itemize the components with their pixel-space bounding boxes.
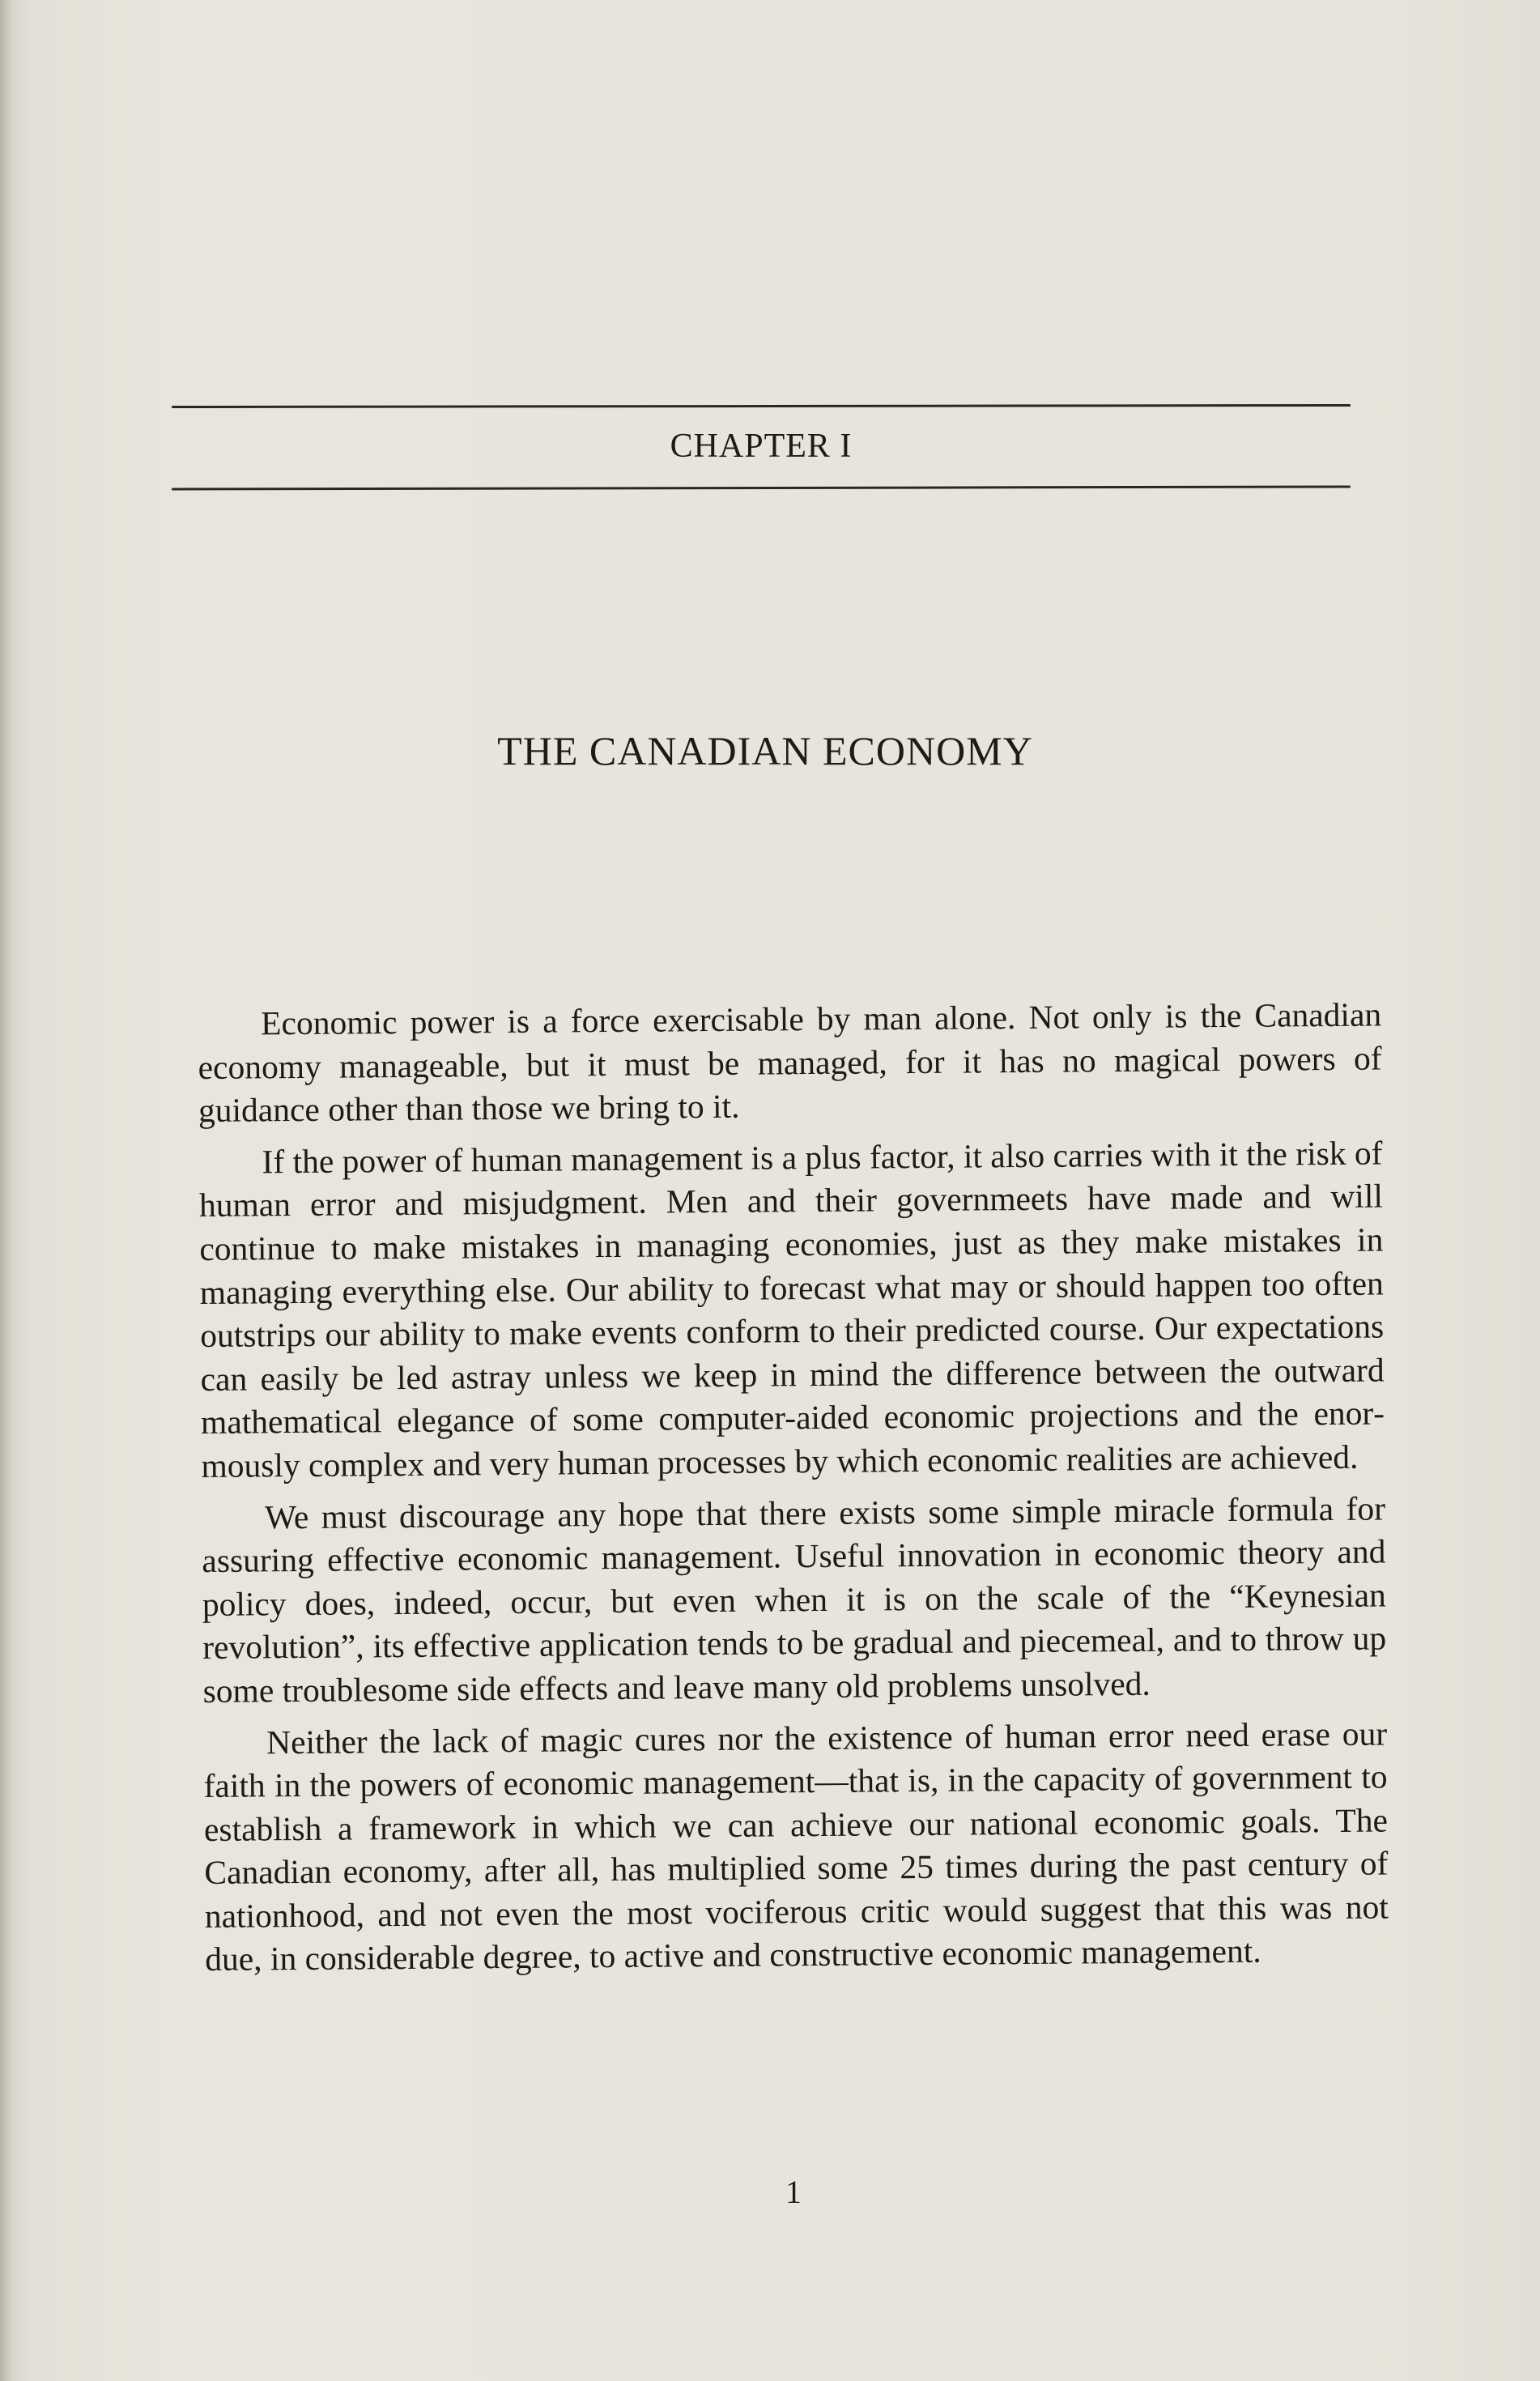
paragraph: We must discourage any hope that there exists some simple miracle formula for assuring effective economic management. Useful innovation in economic theory and policy does, indeed, occur, but even when it is on the scale of the “Keynesian revolution”, its effective application tends to be gradual and piecemeal, and to throw up some troublesome side effects and leave many old problems unsolved.	[202, 1489, 1387, 1710]
page-number: 1	[785, 2174, 802, 2210]
chapter-rule-top	[172, 404, 1351, 408]
paragraph: If the power of human management is a plus factor, it also carries with it the risk of human error and misjudgment. Men and their governmeets have made and will continue to make mistakes in managing economies, just as they make mistakes in managing everything else. Our ability to forecast what may or should happen too often outstrips our ability to make events conform to their predicted course. Our expectations can easily be led astray unless we keep in mind the difference between the outward mathematical elegance of some computer-aided economic projections and the enormously complex and very human processes by which economic realities are achieved.	[198, 1134, 1385, 1484]
body-text	[198, 994, 1389, 1991]
paragraph: Neither the lack of magic cures nor the existence of human error need erase our faith in the powers of economic management—that is, in the capacity of government to establish a framework in which we can achieve our national economic goals. The Canadian economy, after all, has multiplied some 25 times during the past century of nationhood, and not even the most vociferous critic would suggest that this was not due, in considerable degree, to active and constructive economic management.	[203, 1714, 1389, 1978]
page-gutter-shadow	[0, 0, 11, 2381]
chapter-title: THE CANADIAN ECONOMY	[497, 728, 1033, 773]
paragraph: Economic power is a force exercisable by man alone. Not only is the Canadian economy manageable, but it must be managed, for it has no magical powers of guidance other than those we bring to it.	[198, 995, 1382, 1130]
chapter-rule-bottom	[172, 485, 1351, 490]
chapter-label: CHAPTER I	[670, 428, 853, 465]
